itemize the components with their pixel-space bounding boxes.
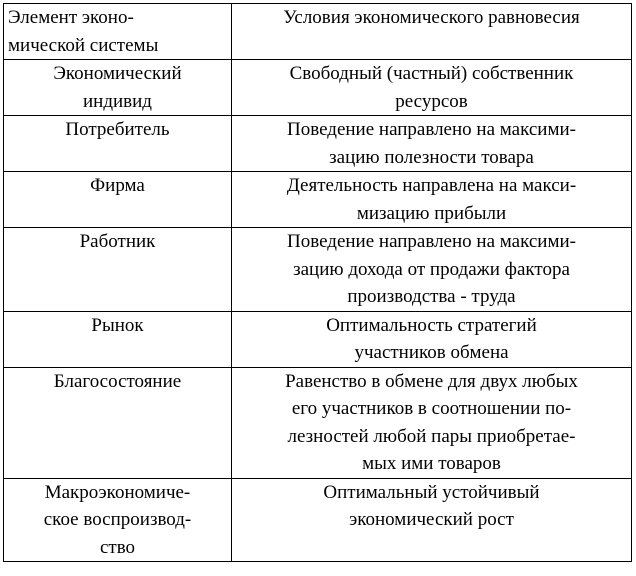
- condition-cell: [232, 60, 632, 116]
- table-row: [4, 478, 632, 562]
- condition-line: мых ими товаров: [362, 453, 501, 474]
- element-cell: [4, 60, 232, 116]
- header-element-cell: [4, 4, 232, 60]
- element-line: Работник: [79, 231, 156, 252]
- element-line: Экономический: [53, 63, 182, 84]
- element-line: ское воспроизвод-: [43, 509, 192, 530]
- table-row: [4, 311, 632, 367]
- element-line: Фирма: [90, 175, 145, 196]
- header-element-line: мической системы: [8, 34, 159, 56]
- element-cell: [4, 311, 232, 367]
- element-line: Благосостояние: [53, 370, 182, 392]
- condition-line: Оптимальность стратегий: [326, 314, 537, 336]
- condition-cell: [232, 367, 632, 478]
- condition-line: зацию дохода от продажи фактора: [293, 258, 570, 280]
- condition-line: лезностей любой пары приобретае-: [287, 425, 576, 447]
- condition-line: Поведение направлено на максими-: [287, 119, 576, 140]
- condition-cell: [232, 311, 632, 367]
- element-cell: [4, 116, 232, 172]
- condition-cell: [232, 172, 632, 228]
- condition-line: Равенство в обмене для двух любых: [285, 370, 578, 392]
- table-row: [4, 172, 632, 228]
- condition-line: Свободный (частный) собственник: [289, 63, 574, 84]
- equilibrium-table: [3, 3, 632, 562]
- element-line: Рынок: [91, 314, 144, 336]
- condition-line: его участников в соотношении по-: [291, 398, 572, 419]
- element-line: ство: [99, 536, 136, 558]
- header-condition-cell: [232, 4, 632, 60]
- condition-line: производства - труда: [347, 286, 516, 307]
- condition-cell: [232, 478, 632, 562]
- condition-cell: [232, 116, 632, 172]
- element-line: индивид: [83, 90, 152, 112]
- table-row: [4, 228, 632, 312]
- condition-line: Оптимальный устойчивый: [323, 481, 540, 503]
- element-cell: [4, 228, 232, 312]
- condition-cell: [232, 228, 632, 312]
- condition-line: экономический рост: [349, 509, 514, 530]
- element-line: Потребитель: [65, 119, 170, 140]
- element-cell: [4, 478, 232, 562]
- table-row: [4, 60, 632, 116]
- condition-line: участников обмена: [354, 342, 509, 363]
- table-row: [4, 116, 632, 172]
- condition-line: Деятельность направлена на макси-: [286, 175, 577, 196]
- element-cell: [4, 172, 232, 228]
- condition-line: Поведение направлено на максими-: [287, 231, 576, 252]
- table-header-row: [4, 4, 632, 60]
- condition-line: мизацию прибыли: [356, 202, 507, 224]
- condition-line: зацию полезности товара: [329, 146, 534, 168]
- table-row: [4, 367, 632, 478]
- header-element-line: Элемент эконо-: [8, 7, 134, 28]
- header-condition-line: Условия экономического равновесия: [283, 7, 580, 28]
- condition-line: ресурсов: [395, 90, 468, 112]
- element-cell: [4, 367, 232, 478]
- element-line: Макроэкономиче-: [44, 481, 191, 503]
